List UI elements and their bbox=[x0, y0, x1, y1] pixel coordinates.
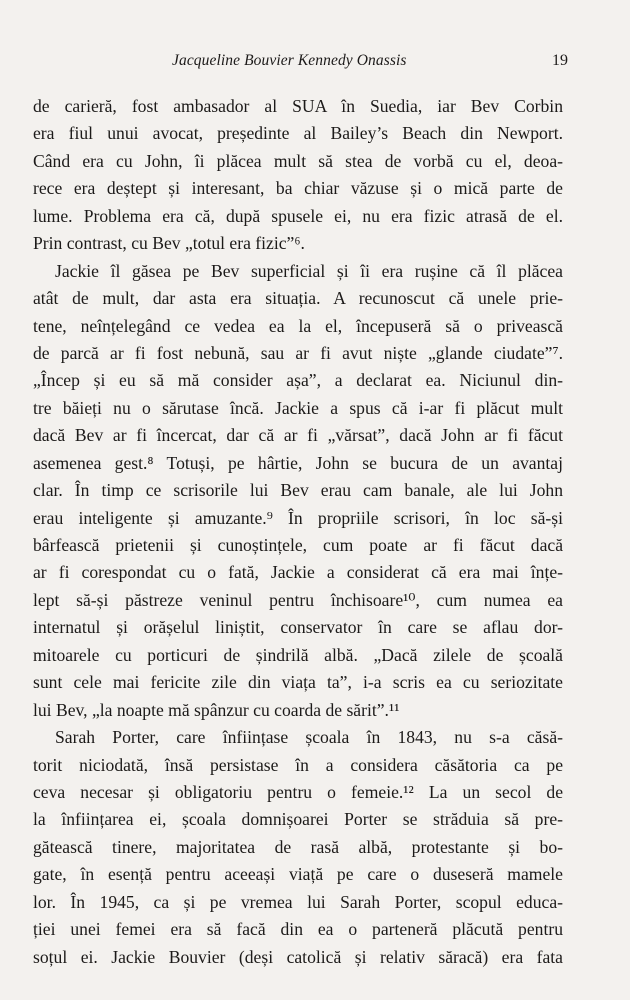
text-line: de carieră, fost ambasador al SUA în Suedia, iar Bev Corbin bbox=[33, 96, 563, 116]
text-line: bârfească prietenii și cunoștințele, cum poate ar fi făcut dacă bbox=[33, 535, 563, 555]
running-title: Jacqueline Bouvier Kennedy Onassis bbox=[172, 52, 407, 69]
text-line: Jackie îl găsea pe Bev superficial și îi era rușine că îl plăcea bbox=[55, 260, 563, 281]
text-line: Prin contrast, cu Bev „totul era fizic”⁶. bbox=[33, 233, 305, 254]
text-line: ției unei femei era să facă din ea o parteneră plăcută pentru bbox=[33, 919, 563, 940]
text-line: Sarah Porter, care înființase școala în 1843, nu s-a căsă- bbox=[55, 727, 563, 748]
text-line: lui Bev, „la noapte mă spânzur cu coarda de sărit”.¹¹ bbox=[33, 699, 400, 720]
text-line: dacă Bev ar fi încercat, dar că ar fi „vărsat”, dacă John ar fi făcut bbox=[33, 425, 563, 446]
text-line: era fiul unui avocat, președinte al Bailey’s Beach din Newport. bbox=[33, 123, 563, 144]
text-line: Când era cu John, îi plăcea mult să stea de vorbă cu el, deoa- bbox=[33, 150, 563, 171]
text-line: torit niciodată, însă persistase în a considera căsătoria ca pe bbox=[33, 754, 563, 775]
text-line: sunt cele mai fericite zile din viața ta”, i-a scris ea cu seriozitate bbox=[33, 672, 563, 693]
text-line: lor. În 1945, ca și pe vremea lui Sarah Porter, scopul educa- bbox=[33, 891, 563, 912]
text-line: la înființarea ei, școala domnișoarei Porter se străduia să pre- bbox=[33, 809, 563, 830]
text-line: tre băieți nu o sărutase încă. Jackie a spus că i-ar fi plăcut mult bbox=[33, 397, 563, 418]
text-line: gate, în esență pentru aceeași viață pe care o duseseră mamele bbox=[33, 864, 563, 885]
text-line: atât de mult, dar asta era situația. A recunoscut că unele prie- bbox=[33, 288, 563, 309]
text-line: internatul și orășelul liniștit, conservator în care se aflau dor- bbox=[33, 617, 563, 638]
text-line: lept să-și păstreze veninul pentru închisoare¹⁰, cum numea ea bbox=[33, 589, 563, 610]
text-line: clar. În timp ce scrisorile lui Bev erau cam banale, ale lui John bbox=[33, 480, 563, 501]
text-line: gătească tinere, majoritatea de rasă albă, protestante și bo- bbox=[33, 836, 563, 857]
page-number: 19 bbox=[552, 52, 568, 69]
text-line: lume. Problema era că, după spusele ei, nu era fizic atrasă de el. bbox=[33, 205, 563, 226]
running-header bbox=[0, 52, 630, 76]
text-line: ar fi corespondat cu o fată, Jackie a considerat că era mai înțe- bbox=[33, 562, 563, 583]
text-line: asemenea gest.⁸ Totuși, pe hârtie, John se bucura de un avantaj bbox=[33, 452, 563, 473]
text-line: soțul ei. Jackie Bouvier (deși catolică și relativ săracă) era fata bbox=[33, 946, 563, 967]
text-line: tene, neînțelegând ce vedea ea la el, începuseră să o privească bbox=[33, 315, 563, 336]
body-text bbox=[33, 93, 563, 971]
text-line: rece era deștept și interesant, ba chiar văzuse și o mică parte de bbox=[33, 178, 563, 199]
text-line: mitoarele cu porticuri de șindrilă albă. „Dacă zilele de școală bbox=[33, 644, 563, 665]
text-line: ceva necesar și obligatoriu pentru o femeie.¹² La un secol de bbox=[33, 781, 563, 802]
text-line: erau inteligente și amuzante.⁹ În propriile scrisori, în loc să-și bbox=[33, 507, 563, 528]
text-line: de parcă ar fi fost nebună, sau ar fi avut niște „glande ciudate”⁷. bbox=[33, 342, 563, 363]
text-line: „Încep și eu să mă consider așa”, a declarat ea. Niciunul din- bbox=[33, 370, 563, 391]
